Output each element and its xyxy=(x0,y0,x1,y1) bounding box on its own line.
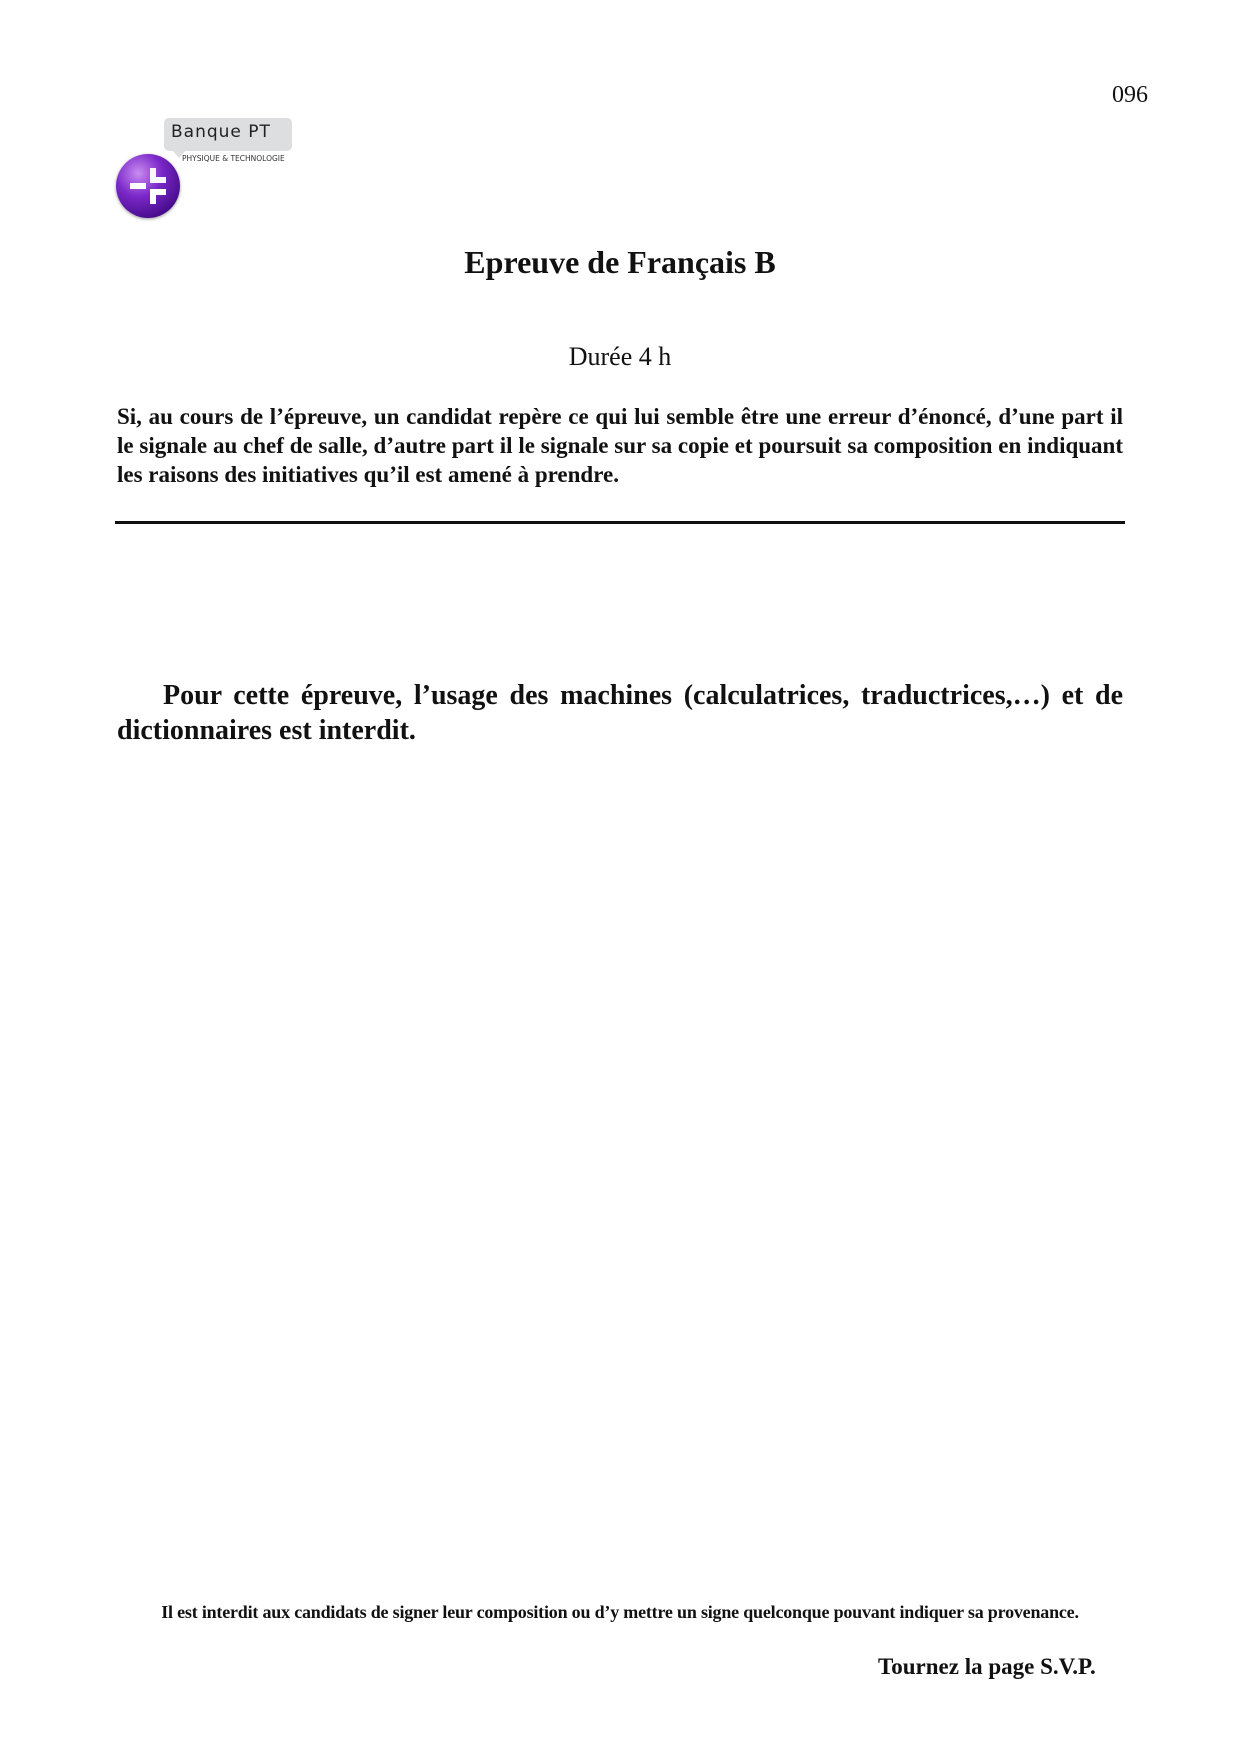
banque-pt-logo xyxy=(116,118,296,222)
separator-line xyxy=(115,521,1125,524)
logo-wordmark: Banque PT xyxy=(171,122,271,142)
exam-title: Epreuve de Français B xyxy=(464,244,776,280)
exam-duration: Durée 4 h xyxy=(568,342,672,371)
turn-page-label: Tournez la page S.V.P. xyxy=(878,1654,1096,1679)
calculator-rule: Pour cette épreuve, l’usage des machines (calculatrices, traductrices,…) et de dictionnaires est interdit. xyxy=(117,680,1123,746)
banque-pt-logo-icon xyxy=(116,154,180,218)
logo-tagline: PHYSIQUE & TECHNOLOGIE xyxy=(182,154,285,163)
footer-warning: Il est interdit aux candidats de signer leur composition ou d’y mettre un signe quelconque pouvant indiquer sa provenance. xyxy=(161,1602,1079,1622)
error-notice: Si, au cours de l’épreuve, un candidat repère ce qui lui semble être une erreur d’énoncé, d’une part il le signale au chef de salle, d’autre part il le signale sur sa copie et poursuit sa composition en indiquant les raisons des initiatives qu’il est amené à prendre. xyxy=(117,404,1123,487)
page-number: 096 xyxy=(1112,82,1148,108)
